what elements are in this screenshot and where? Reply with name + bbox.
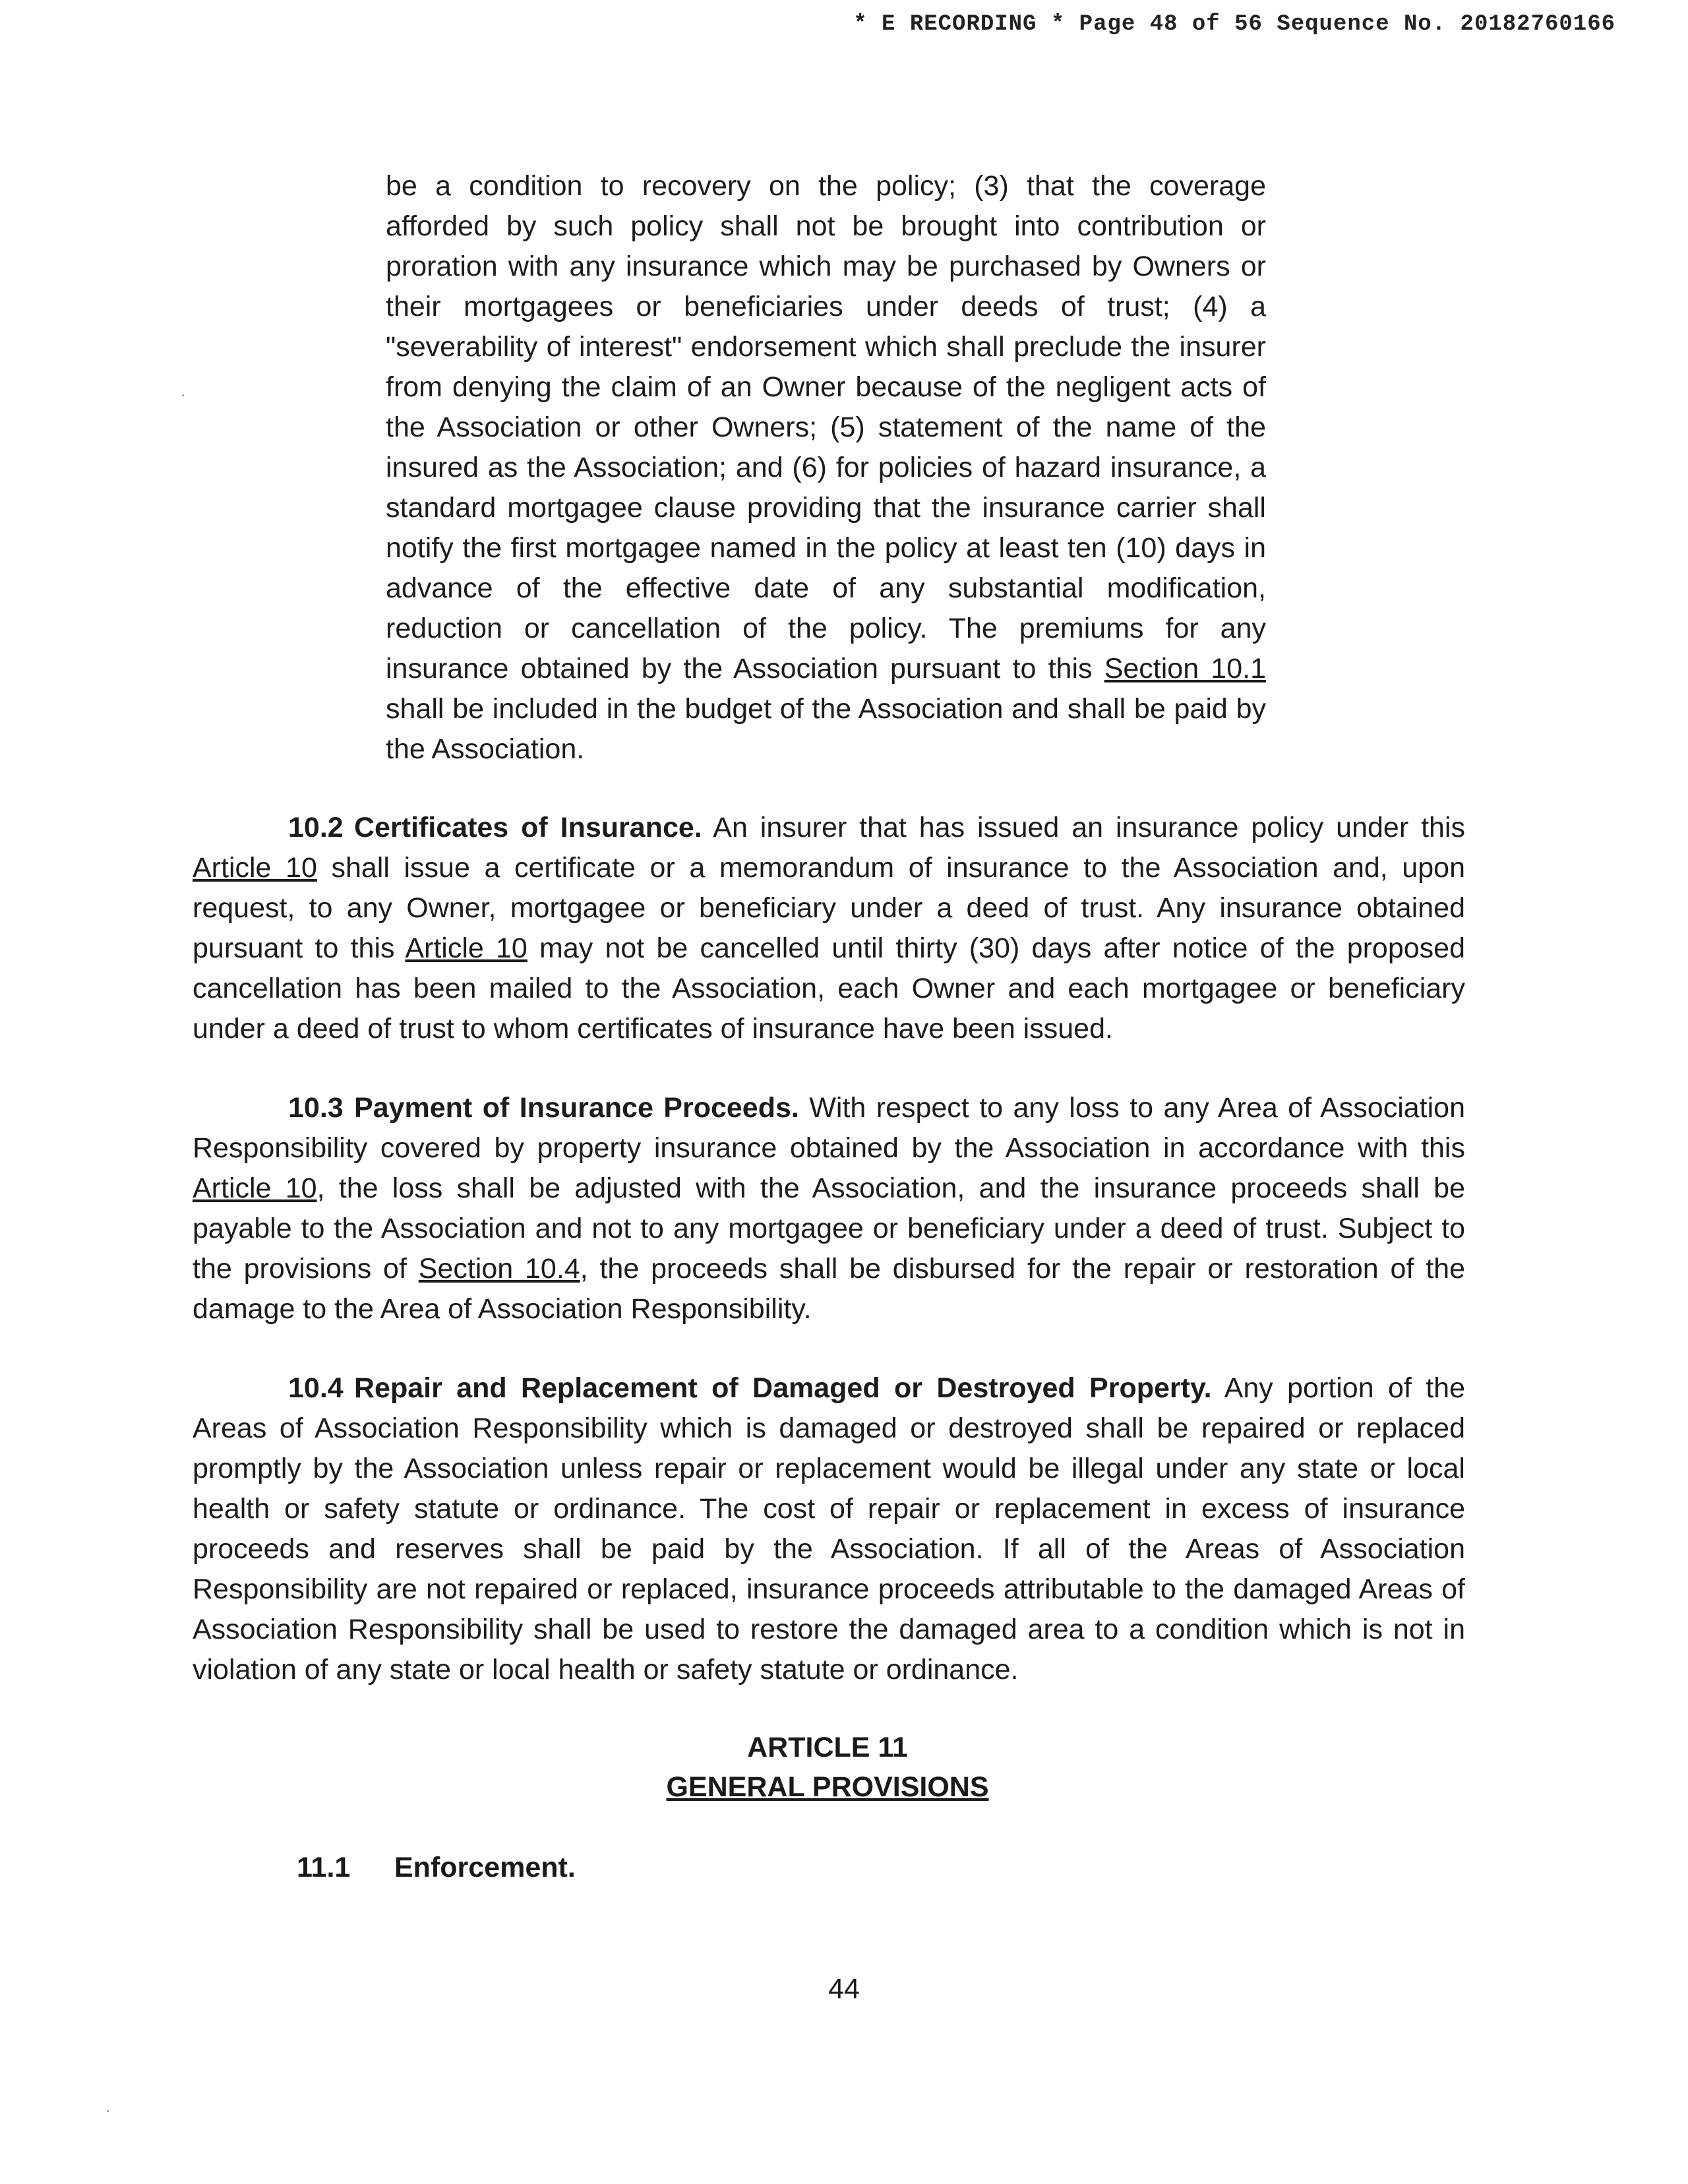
recording-stamp: * E RECORDING * Page 48 of 56 Sequence No. 20182760166 — [853, 12, 1615, 37]
section-title: Repair and Replacement of Damaged or Destroyed Property. — [354, 1372, 1212, 1404]
continuation-text-2: shall be included in the budget of the Association and shall be paid by the Association. — [386, 693, 1266, 765]
section-number: 10.2 — [288, 812, 344, 843]
section-title: Certificates of Insurance. — [354, 812, 702, 843]
section-text: Any portion of the Areas of Association Responsibility which is damaged or destroyed shall be repaired or replaced promptly by the Association unless repair or replacement would be illegal under any state or local health or safety statute or ordinance. The cost of repair or replacement in excess of insurance proceeds and reserves shall be paid by the Association. If all of the Areas of Association Responsibility are not repaired or replaced, insurance proceeds attributable to the damaged Areas of Association Responsibility shall be used to restore the damaged area to a condition which is not in violation of any state or local health or safety statute or ordinance. — [193, 1372, 1466, 1685]
continuation-text-1: be a condition to recovery on the policy; (3) that the coverage afforded by such policy shall not be brought into contribution or proration with any insurance which may be purchased by Owners or their mortgagees or beneficiaries under deeds of trust; (4) a "severability of interest" endorsement which shall preclude the insurer from denying the claim of an Owner because of the negligent acts of the Association or other Owners; (5) statement of the name of the insured as the Association; and (6) for policies of hazard insurance, a standard mortgagee clause providing that the insurance carrier shall notify the first mortgagee named in the policy at least ten (10) days in advance of the effective date of any substantial modification, reduction or cancellation of the policy. The premiums for any insurance obtained by the Association pursuant to this — [386, 170, 1266, 684]
scan-speck — [182, 394, 184, 396]
article-10-reference: Article 10 — [193, 1172, 317, 1204]
section-10-4-paragraph — [193, 1368, 1465, 1690]
section-text: may not be cancelled until thirty (30) days after notice of the proposed cancellation has been mailed to the Association, each Owner and each mortgagee or beneficiary under a deed of trust to whom certificates of insurance have been issued. — [193, 932, 1465, 1045]
section-text: An insurer that has issued an insurance policy under this — [702, 812, 1465, 843]
section-10-1-reference: Section 10.1 — [1104, 653, 1266, 684]
article-10-reference: Article 10 — [405, 932, 528, 964]
section-10-2-paragraph — [193, 808, 1465, 1049]
section-text: , the proceeds shall be disbursed for the repair or restoration of the damage to the Area of Association Responsibility. — [193, 1253, 1466, 1325]
section-text: , the loss shall be adjusted with the Association, and the insurance proceeds shall be payable to the Association and not to any mortgagee or beneficiary under a deed of trust. Subject to the provisions of — [193, 1172, 1465, 1285]
article-11-number: ARTICLE 11 — [747, 1732, 908, 1763]
section-number: 11.1 — [297, 1852, 351, 1883]
section-10-3-paragraph — [193, 1088, 1465, 1329]
policy-continuation-paragraph — [386, 166, 1266, 770]
scan-speck — [107, 2110, 109, 2112]
article-11-title: GENERAL PROVISIONS — [666, 1771, 989, 1803]
article-10-reference: Article 10 — [193, 852, 317, 884]
section-number: 10.4 — [288, 1372, 344, 1404]
section-title: Payment of Insurance Proceeds. — [354, 1092, 799, 1124]
section-text: With respect to any loss to any Area of Association Responsibility covered by property insurance obtained by the Association in accordance with this — [193, 1092, 1465, 1164]
section-text: shall issue a certificate or a memorandum of insurance to the Association and, upon request, to any Owner, mortgagee or beneficiary under a deed of trust. Any insurance obtained pursuant to this — [193, 852, 1465, 964]
section-10-4-reference: Section 10.4 — [418, 1253, 580, 1285]
section-11-1-heading — [297, 1852, 576, 1884]
section-number: 10.3 — [288, 1092, 344, 1124]
section-title: Enforcement. — [394, 1852, 576, 1883]
page-number: 44 — [828, 1973, 860, 2005]
